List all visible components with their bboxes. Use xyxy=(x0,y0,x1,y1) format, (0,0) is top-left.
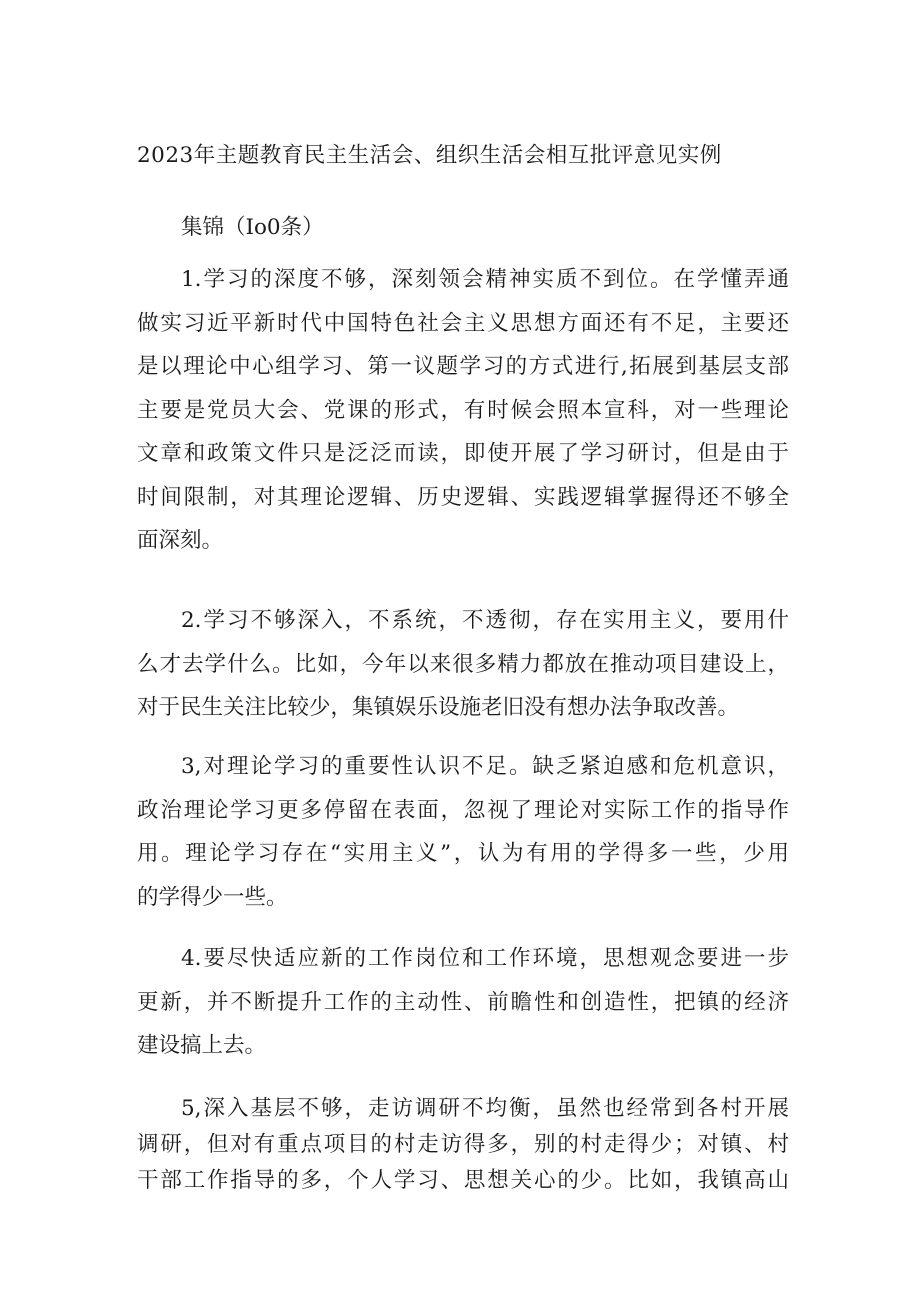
paragraph-line: 的学得少一些。 xyxy=(137,884,288,910)
paragraph-line: 做实习近平新时代中国特色社会主义思想方面还有不足，主要还 xyxy=(137,310,789,336)
paragraph-line: 么才去学什么。比如，今年以来很多精力都放在推动项目建设上， xyxy=(137,651,789,677)
paragraph-4 xyxy=(137,937,789,1068)
paragraph-5 xyxy=(137,1091,789,1199)
paragraph-line: 更新，并不断提升工作的主动性、前瞻性和创造性，把镇的经济 xyxy=(137,989,789,1015)
paragraph-line: 干部工作指导的多，个人学习、思想关心的少。比如，我镇高山 xyxy=(137,1168,789,1193)
paragraph-line: 主要是党员大会、党课的形式，有时候会照本宣科，对一些理论 xyxy=(137,397,789,423)
paragraph-line: 对于民生关注比较少，集镇娱乐设施老旧没有想办法争取改善。 xyxy=(137,695,740,720)
paragraph-line: 3,对理论学习的重要性认识不足。缺乏紧迫感和危机意识， xyxy=(181,754,789,779)
paragraph-line: 2.学习不够深入，不系统，不透彻，存在实用主义，要用什 xyxy=(181,608,789,633)
paragraph-2 xyxy=(137,599,789,730)
paragraph-line: 4.要尽快适应新的工作岗位和工作环境，思想观念要进一步 xyxy=(181,946,789,971)
paragraph-line: 文章和政策文件只是泛泛而读，即使开展了学习研讨，但是由于 xyxy=(137,441,789,466)
paragraph-line: 用。理论学习存在“实用主义”，认为有用的学得多一些，少用 xyxy=(137,841,789,866)
paragraph-line: 面深刻。 xyxy=(137,528,224,553)
paragraph-line: 5,深入基层不够，走访调研不均衡，虽然也经常到各村开展 xyxy=(181,1096,789,1121)
paragraph-line: 调研，但对有重点项目的村走访得多，别的村走得少；对镇、村 xyxy=(137,1132,789,1157)
paragraph-line: 1.学习的深度不够，深刻领会精神实质不到位。在学懂弄通 xyxy=(181,267,789,292)
paragraph-line: 建设搞上去。 xyxy=(137,1033,267,1058)
paragraph-line: 是以理论中心组学习、第一议题学习的方式进行,拓展到基层支部 xyxy=(137,354,789,379)
paragraph-line: 时间限制，对其理论逻辑、历史逻辑、实践逻辑掌握得还不够全 xyxy=(137,484,789,510)
document-subtitle: 集锦（Io0条） xyxy=(181,215,324,240)
paragraph-3 xyxy=(137,745,789,919)
paragraph-line: 政治理论学习更多停留在表面，忽视了理论对实际工作的指导作 xyxy=(137,797,789,823)
document-title: 2023年主题教育民主生活会、组织生活会相互批评意见实例 xyxy=(137,143,722,168)
paragraph-1 xyxy=(137,258,789,563)
